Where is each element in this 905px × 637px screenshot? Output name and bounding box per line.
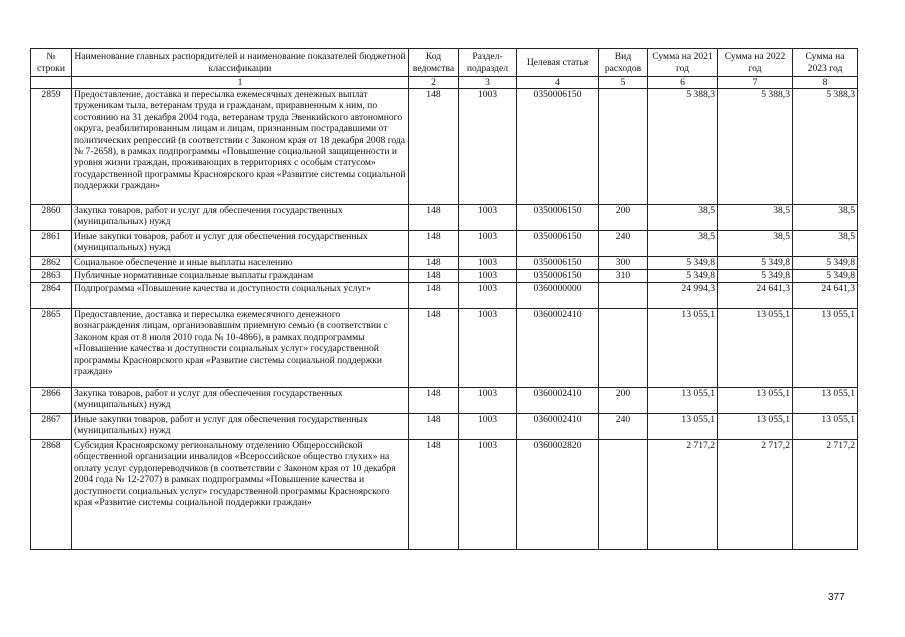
table-row (31, 257, 858, 270)
row-name: Предоставление, доставка и пересылка ежемесячных денежных выплат труженикам тыла, ветеранам труда и гражданам, приравненным к ним, по состоянию на 31 декабря 2004 года, ветеранам труда Эвенкийского автономного округа, реабилитированным лицам и лицам, признанным пострадавшими от политических репрессий (в соответствии с Законом края от 18 декабря 2008 года № 7-2658), в рамках подпрограммы «Повышение социальной защищенности и уровня жизни граждан, проживающих в территориях с особым статусом» государственной программы Красноярского края «Развитие системы социальной поддержки граждан» (72, 89, 409, 205)
sum-2021: 5 388,3 (648, 89, 718, 205)
header-dept-code: Код ведомства (409, 49, 459, 77)
header-sum-2022: Сумма на 2022 год (718, 49, 793, 77)
row-number: 2868 (31, 440, 72, 550)
row-number: 2862 (31, 257, 72, 270)
row-number: 2865 (31, 309, 72, 388)
section-code: 1003 (459, 89, 517, 205)
dept-code: 148 (409, 231, 459, 257)
sum-2023: 13 055,1 (793, 388, 858, 414)
dept-code: 148 (409, 270, 459, 283)
budget-document (30, 48, 858, 550)
table-row (31, 270, 858, 283)
header-target: Целевая статья (517, 49, 599, 77)
table-row (31, 414, 858, 440)
row-number: 2863 (31, 270, 72, 283)
header-row (31, 49, 858, 77)
row-name: Закупка товаров, работ и услуг для обеспечения государственных (муниципальных) нужд (72, 388, 409, 414)
section-code: 1003 (459, 270, 517, 283)
sum-2022: 13 055,1 (718, 309, 793, 388)
dept-code: 148 (409, 414, 459, 440)
section-code: 1003 (459, 388, 517, 414)
row-number: 2860 (31, 205, 72, 231)
row-number: 2866 (31, 388, 72, 414)
sum-2022: 2 717,2 (718, 440, 793, 550)
column-number: 5 (599, 77, 648, 89)
dept-code: 148 (409, 257, 459, 270)
sum-2022: 13 055,1 (718, 388, 793, 414)
table-row (31, 205, 858, 231)
expense-type-code: 200 (599, 388, 648, 414)
table-body (31, 89, 858, 550)
row-name: Иные закупки товаров, работ и услуг для обеспечения государственных (муниципальных) нужд (72, 414, 409, 440)
row-name: Социальное обеспечение и иные выплаты населению (72, 257, 409, 270)
sum-2021: 38,5 (648, 231, 718, 257)
row-number: 2859 (31, 89, 72, 205)
budget-table (30, 48, 858, 550)
expense-type-code: 240 (599, 231, 648, 257)
column-number: 6 (648, 77, 718, 89)
target-code: 0350006150 (517, 257, 599, 270)
row-name: Закупка товаров, работ и услуг для обеспечения государственных (муниципальных) нужд (72, 205, 409, 231)
target-code: 0360002410 (517, 309, 599, 388)
row-name: Предоставление, доставка и пересылка ежемесячного денежного вознаграждения лицам, организовавшим приемную семью (в соответствии с Законом края от 8 июля 2010 года № 10-4866), в рамках подпрограммы «Повышение качества и доступности социальных услуг» государственной программы Красноярского края «Развитие системы социальной поддержки граждан» (72, 309, 409, 388)
row-number: 2867 (31, 414, 72, 440)
sum-2023: 13 055,1 (793, 414, 858, 440)
target-code: 0360002410 (517, 388, 599, 414)
section-code: 1003 (459, 414, 517, 440)
sum-2023: 5 349,8 (793, 257, 858, 270)
target-code: 0350006150 (517, 270, 599, 283)
header-expense-type: Вид расходов (599, 49, 648, 77)
table-row (31, 309, 858, 388)
table-row (31, 283, 858, 309)
column-number: 3 (459, 77, 517, 89)
header-section: Раздел-подраздел (459, 49, 517, 77)
dept-code: 148 (409, 89, 459, 205)
target-code: 0360002820 (517, 440, 599, 550)
sum-2021: 5 349,8 (648, 257, 718, 270)
expense-type-code (599, 440, 648, 550)
sum-2023: 5 388,3 (793, 89, 858, 205)
section-code: 1003 (459, 205, 517, 231)
sum-2022: 24 641,3 (718, 283, 793, 309)
column-number-row (31, 77, 858, 89)
row-name: Публичные нормативные социальные выплаты гражданам (72, 270, 409, 283)
row-name: Подпрограмма «Повышение качества и доступности социальных услуг» (72, 283, 409, 309)
sum-2022: 38,5 (718, 231, 793, 257)
sum-2021: 5 349,8 (648, 270, 718, 283)
dept-code: 148 (409, 205, 459, 231)
sum-2022: 5 388,3 (718, 89, 793, 205)
sum-2021: 13 055,1 (648, 309, 718, 388)
sum-2021: 13 055,1 (648, 414, 718, 440)
dept-code: 148 (409, 388, 459, 414)
expense-type-code: 200 (599, 205, 648, 231)
row-number: 2864 (31, 283, 72, 309)
sum-2021: 13 055,1 (648, 388, 718, 414)
table-row (31, 388, 858, 414)
row-name: Иные закупки товаров, работ и услуг для обеспечения государственных (муниципальных) нужд (72, 231, 409, 257)
table-row (31, 231, 858, 257)
sum-2023: 38,5 (793, 205, 858, 231)
expense-type-code: 310 (599, 270, 648, 283)
sum-2023: 38,5 (793, 231, 858, 257)
expense-type-code (599, 89, 648, 205)
sum-2022: 13 055,1 (718, 414, 793, 440)
dept-code: 148 (409, 440, 459, 550)
target-code: 0360002410 (517, 414, 599, 440)
sum-2023: 13 055,1 (793, 309, 858, 388)
section-code: 1003 (459, 231, 517, 257)
column-number (31, 77, 72, 89)
column-number: 7 (718, 77, 793, 89)
sum-2022: 38,5 (718, 205, 793, 231)
table-row (31, 440, 858, 550)
sum-2023: 24 641,3 (793, 283, 858, 309)
section-code: 1003 (459, 283, 517, 309)
page-number: 377 (828, 592, 845, 603)
sum-2023: 5 349,8 (793, 270, 858, 283)
column-number: 4 (517, 77, 599, 89)
header-sum-2021: Сумма на 2021 год (648, 49, 718, 77)
sum-2021: 38,5 (648, 205, 718, 231)
sum-2022: 5 349,8 (718, 257, 793, 270)
header-sum-2023: Сумма на 2023 год (793, 49, 858, 77)
column-number: 2 (409, 77, 459, 89)
row-number: 2861 (31, 231, 72, 257)
target-code: 0350006150 (517, 231, 599, 257)
target-code: 0360000000 (517, 283, 599, 309)
sum-2021: 24 994,3 (648, 283, 718, 309)
row-name: Субсидия Красноярскому региональному отделению Общероссийской общественной организации инвалидов «Всероссийское общество глухих» на оплату услуг сурдопереводчиков (в соответствии с Законом края от 10 декабря 2004 года № 12-2707) в рамках подпрограммы «Повышение качества и доступности социальных услуг» государственной программы Красноярского края «Развитие системы социальной поддержки граждан» (72, 440, 409, 550)
section-code: 1003 (459, 440, 517, 550)
dept-code: 148 (409, 283, 459, 309)
expense-type-code (599, 309, 648, 388)
expense-type-code (599, 283, 648, 309)
column-number: 1 (72, 77, 409, 89)
table-row (31, 89, 858, 205)
target-code: 0350006150 (517, 205, 599, 231)
sum-2022: 5 349,8 (718, 270, 793, 283)
header-row-no: № строки (31, 49, 72, 77)
header-name: Наименование главных распорядителей и наименование показателей бюджетной классификации (72, 49, 409, 77)
sum-2023: 2 717,2 (793, 440, 858, 550)
expense-type-code: 240 (599, 414, 648, 440)
section-code: 1003 (459, 257, 517, 270)
sum-2021: 2 717,2 (648, 440, 718, 550)
section-code: 1003 (459, 309, 517, 388)
column-number: 8 (793, 77, 858, 89)
target-code: 0350006150 (517, 89, 599, 205)
expense-type-code: 300 (599, 257, 648, 270)
dept-code: 148 (409, 309, 459, 388)
